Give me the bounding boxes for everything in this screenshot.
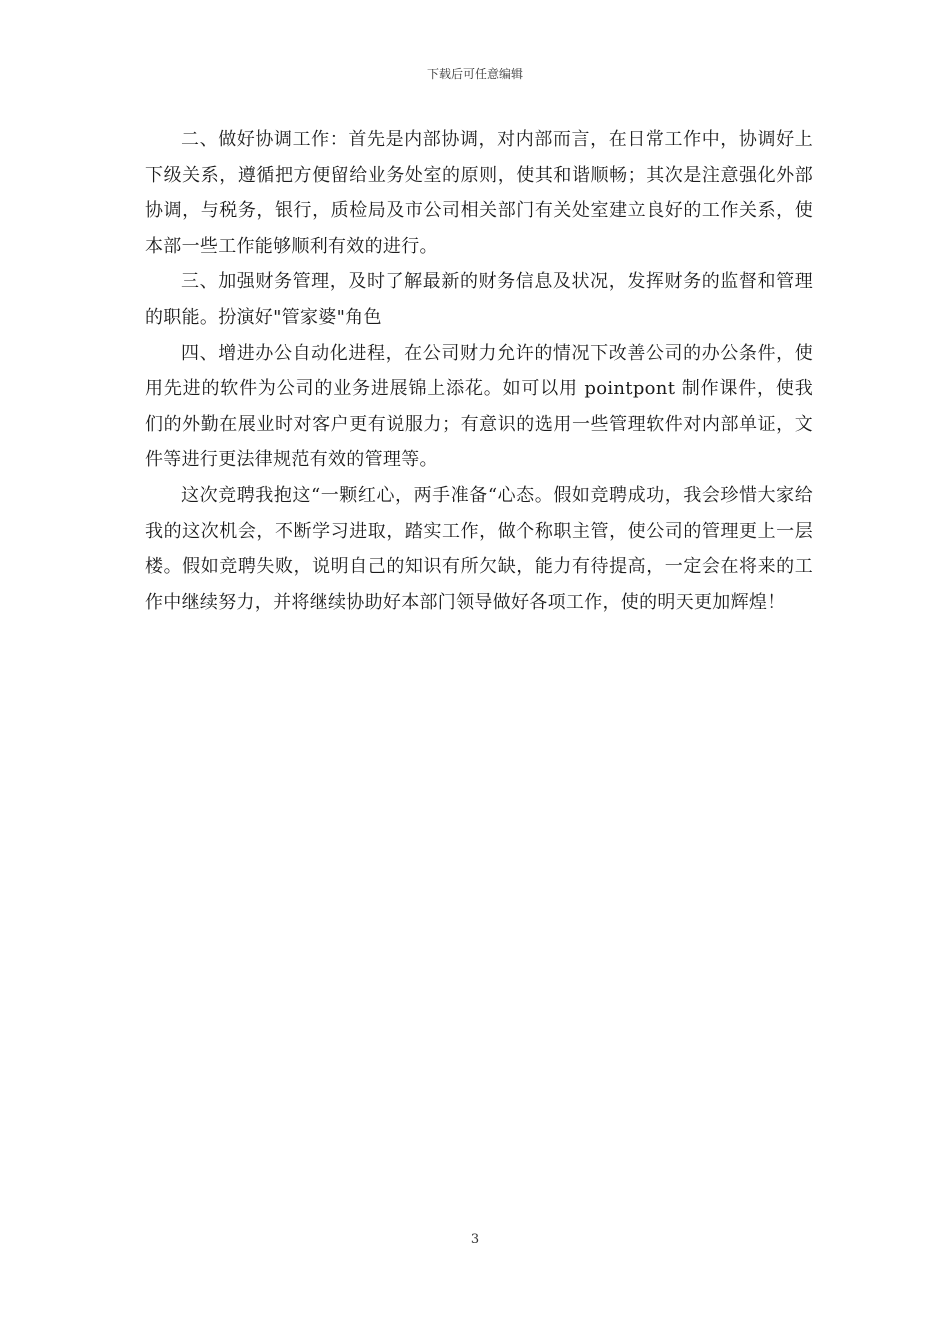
- document-body: [145, 122, 813, 620]
- paragraph-conclusion: 这次竞聘我抱这“一颗红心，两手准备“心态。假如竞聘成功，我会珍惜大家给我的这次机会，不断学习进取，踏实工作，做个称职主管，使公司的管理更上一层楼。假如竞聘失败，说明自己的知识有所欠缺，能力有待提高，一定会在将来的工作中继续努力，并将继续协助好本部门领导做好各项工作，使的明天更加辉煌！: [145, 484, 813, 613]
- page-number: 3: [470, 1232, 480, 1247]
- paragraph-office-automation: 四、增进办公自动化进程，在公司财力允许的情况下改善公司的办公条件，使用先进的软件为公司的业务进展锦上添花。如可以用 pointpont 制作课件，使我们的外勤在展业时对客户更有说服力；有意识的选用一些管理软件对内部单证，文件等进行更法律规范有效的管理等。: [145, 342, 813, 471]
- paragraph-financial-management: 三、加强财务管理，及时了解最新的财务信息及状况，发挥财务的监督和管理的职能。扮演好"管家婆"角色: [145, 271, 813, 328]
- page-header: 下载后可任意编辑: [426, 67, 523, 81]
- paragraph-coordination: 二、做好协调工作：首先是内部协调，对内部而言，在日常工作中，协调好上下级关系，遵循把方便留给业务处室的原则，使其和谐顺畅；其次是注意强化外部协调，与税务，银行，质检局及市公司相关部门有关处室建立良好的工作关系，使本部一些工作能够顺利有效的进行。: [145, 129, 813, 257]
